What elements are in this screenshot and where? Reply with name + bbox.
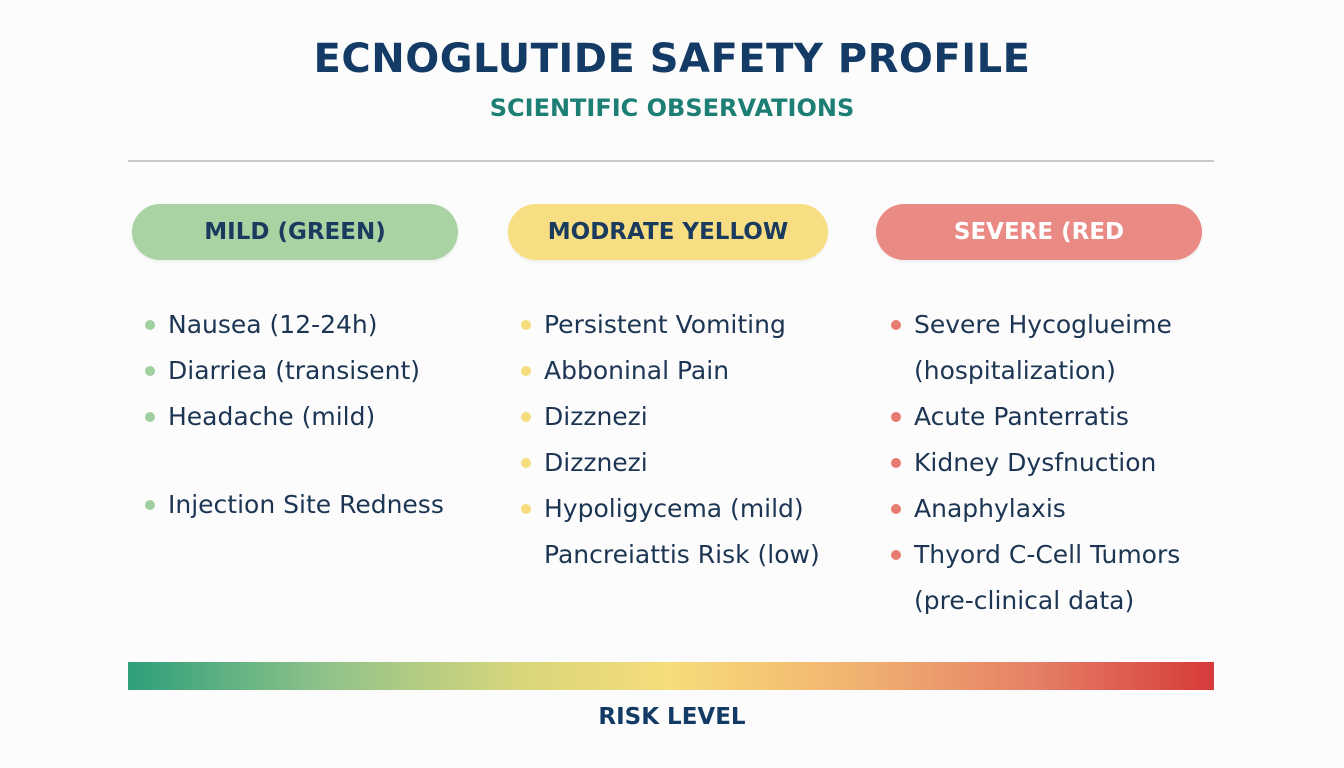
effect-label: Anaphylaxis (914, 494, 1066, 523)
effect-label: Dizznezi (544, 402, 648, 431)
bullet-dot-icon (145, 412, 155, 422)
effect-label: Kidney Dysfnuction (914, 448, 1157, 477)
list-item (886, 396, 1226, 438)
list-item (886, 534, 1226, 576)
list-item (516, 488, 856, 530)
bullet-dot-icon (521, 504, 531, 514)
bullet-dot-icon (891, 320, 901, 330)
effect-label: Diarriea (transisent) (168, 356, 421, 385)
page-title: ECNOGLUTIDE SAFETY PROFILE (313, 36, 1031, 82)
list-item (516, 304, 856, 346)
effect-label: Acute Panterratis (914, 402, 1129, 431)
list-item (516, 442, 856, 484)
effect-label: Dizznezi (544, 448, 648, 477)
mild-category-pill: MILD (GREEN) (132, 204, 458, 260)
list-item (886, 442, 1226, 484)
bullet-dot-icon (891, 550, 901, 560)
severe-effects-list (886, 304, 1226, 626)
bullet-dot-icon (145, 320, 155, 330)
effect-label: Severe Hycoglueime (914, 310, 1172, 339)
moderate-category-pill: MODRATE YELLOW (508, 204, 828, 260)
bullet-dot-icon (891, 412, 901, 422)
bullet-dot-icon (521, 320, 531, 330)
effect-label: Thyord C-Cell Tumors (914, 540, 1181, 569)
mild-effects-list (140, 304, 490, 530)
effect-label: Nausea (12-24h) (168, 310, 378, 339)
page-subtitle: SCIENTIFIC OBSERVATIONS (489, 94, 855, 122)
list-item (516, 396, 856, 438)
effect-label: (hospitalization) (914, 356, 1116, 385)
risk-level-label: RISK LEVEL (598, 704, 746, 730)
bullet-dot-icon (521, 412, 531, 422)
moderate-effects-list (516, 304, 856, 580)
list-item (886, 488, 1226, 530)
severe-category-pill: SEVERE (RED (876, 204, 1202, 260)
effect-label: Persistent Vomiting (544, 310, 786, 339)
list-item (140, 396, 490, 438)
list-item (140, 350, 490, 392)
risk-gradient-bar (128, 662, 1214, 690)
effect-label: Hypoligycema (mild) (544, 494, 804, 523)
list-item-continuation (886, 580, 1226, 622)
bullet-dot-icon (891, 504, 901, 514)
list-item (140, 484, 490, 526)
list-item (886, 304, 1226, 346)
list-item (516, 350, 856, 392)
bullet-dot-icon (145, 366, 155, 376)
header-divider (128, 160, 1214, 162)
list-item-continuation (886, 350, 1226, 392)
bullet-dot-icon (145, 500, 155, 510)
list-item (516, 534, 856, 576)
effect-label: (pre-clinical data) (914, 586, 1135, 615)
bullet-dot-icon (521, 458, 531, 468)
effect-label: Headache (mild) (168, 402, 376, 431)
bullet-dot-icon (521, 366, 531, 376)
list-item (140, 304, 490, 346)
bullet-dot-icon (891, 458, 901, 468)
effect-label: Pancreiattis Risk (low) (544, 540, 820, 569)
effect-label: Abboninal Pain (544, 356, 730, 385)
effect-label: Injection Site Redness (168, 490, 444, 519)
